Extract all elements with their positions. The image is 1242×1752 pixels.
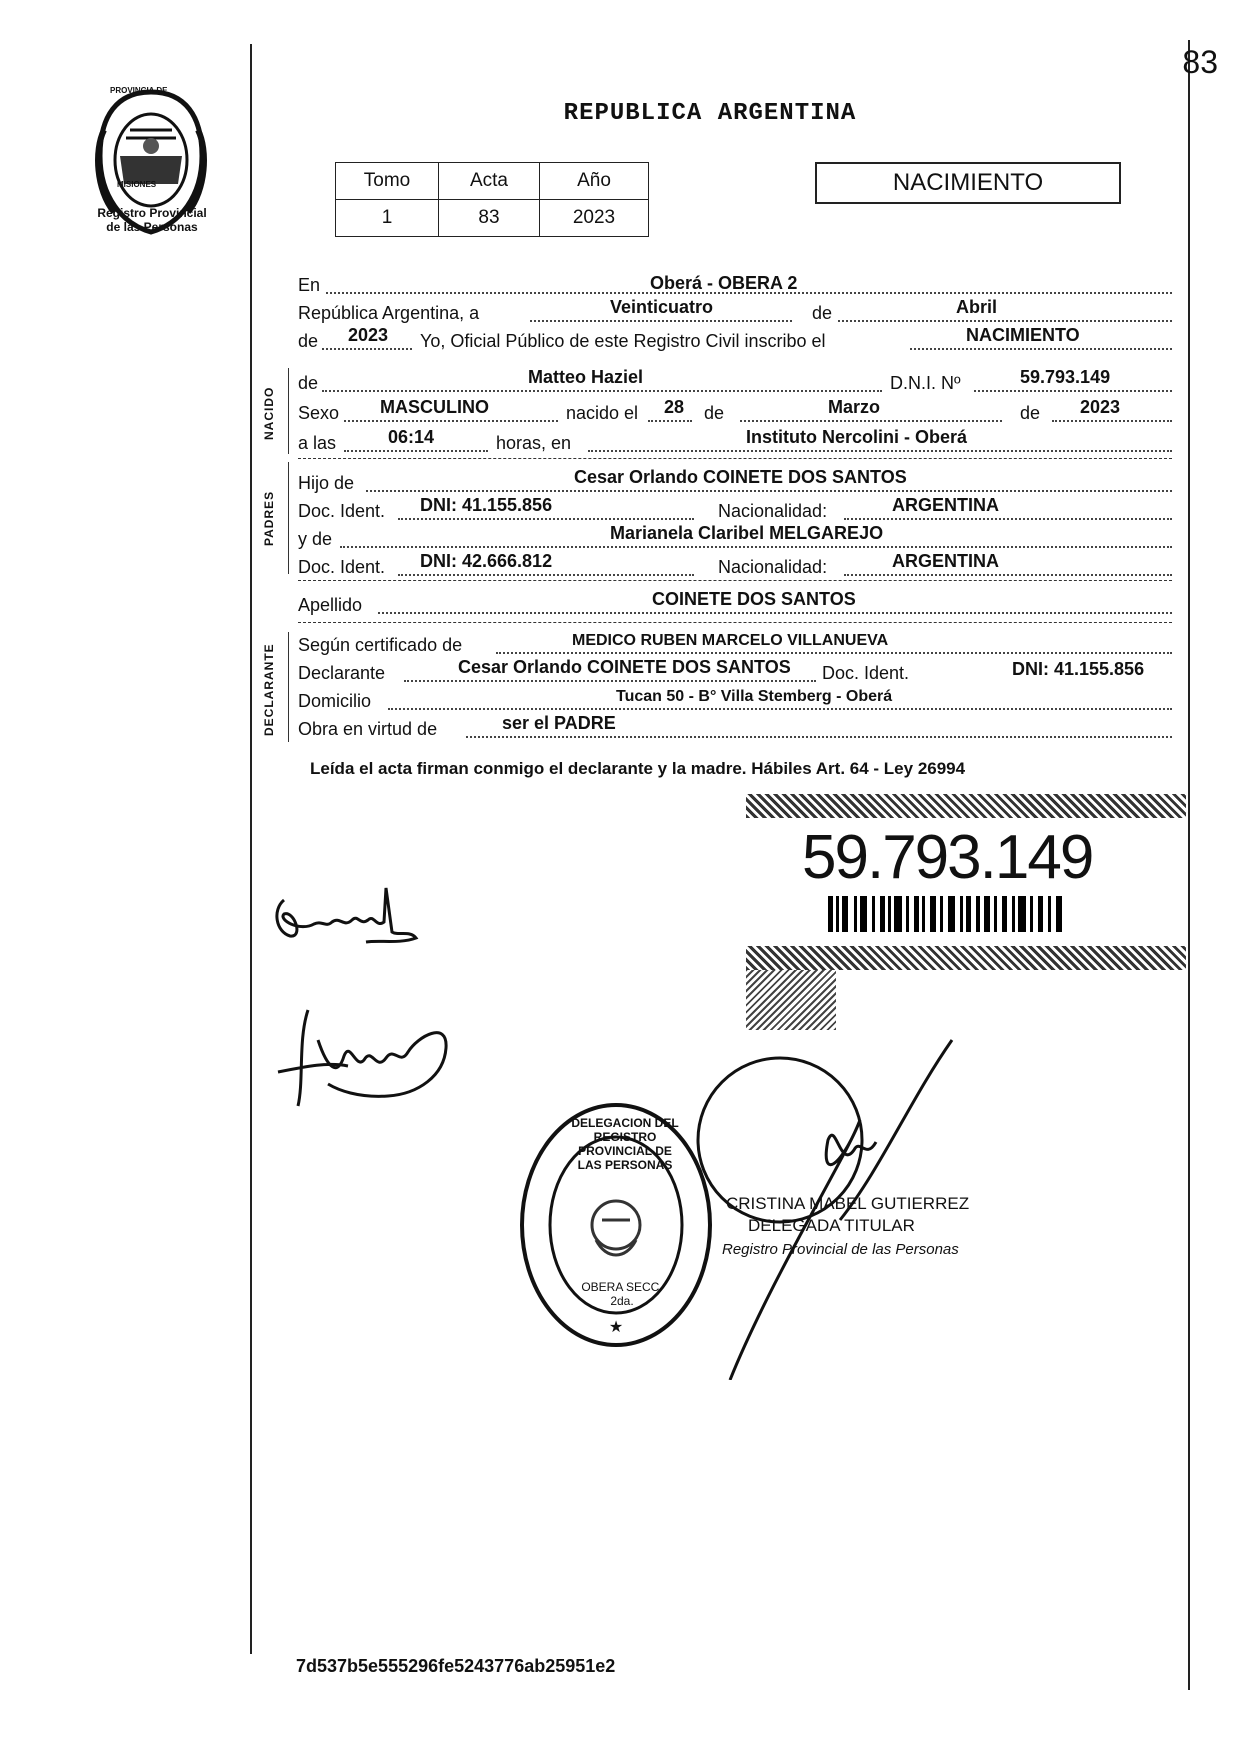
- en-label: En: [298, 275, 321, 295]
- de-year-label: de: [298, 331, 319, 351]
- tomo-value: 1: [336, 200, 439, 237]
- act-type-box: NACIMIENTO: [815, 162, 1121, 204]
- declarante-doc-label: Doc. Ident.: [822, 663, 910, 683]
- mother-nat: ARGENTINA: [892, 551, 999, 571]
- dotted-line: [910, 348, 1172, 350]
- row-father-doc: [298, 496, 1172, 524]
- official-name: CRISTINA MABEL GUTIERREZ: [726, 1194, 970, 1213]
- sexo-value: MASCULINO: [380, 397, 489, 417]
- dotted-line: [398, 518, 694, 520]
- de-name-label: de: [298, 373, 319, 393]
- dotted-line: [378, 612, 1172, 614]
- anio-header: Año: [540, 163, 649, 200]
- left-margin-line: [250, 44, 252, 1654]
- dotted-line: [530, 320, 792, 322]
- inscribe-text: Yo, Oficial Público de este Registro Civil inscribo el: [420, 331, 826, 351]
- section-label-declarante: DECLARANTE: [262, 643, 276, 736]
- time-value: 06:14: [388, 427, 435, 447]
- place-value: Instituto Nercolini - Oberá: [746, 427, 968, 447]
- mother-doc-label: Doc. Ident.: [298, 557, 386, 577]
- domicilio-value: Tucan 50 - B° Villa Stemberg - Oberá: [616, 688, 893, 705]
- barcode: [828, 896, 1068, 932]
- row-domicilio: [298, 686, 1172, 714]
- obra-value: ser el PADRE: [502, 713, 616, 733]
- dotted-line: [844, 574, 1172, 576]
- inscribe-value: NACIMIENTO: [966, 325, 1080, 345]
- document-hash: 7d537b5e555296fe5243776ab25951e2: [296, 1656, 616, 1676]
- registry-label-line2: de las Personas: [106, 220, 198, 234]
- dotted-line: [340, 546, 1172, 548]
- republica-label: República Argentina, a: [298, 303, 480, 323]
- declarante-label: Declarante: [298, 663, 386, 683]
- row-certificado: [298, 630, 1172, 658]
- apellido-label: Apellido: [298, 595, 363, 615]
- year-value: 2023: [348, 325, 389, 345]
- row-en: [298, 270, 1172, 298]
- mother-nat-label: Nacionalidad:: [718, 557, 828, 577]
- row-mother-doc: [298, 552, 1172, 580]
- row-apellido: [298, 590, 1172, 618]
- dotted-line: [404, 680, 816, 682]
- name-value: Matteo Haziel: [528, 367, 644, 387]
- de-birthyear-label: de: [1020, 403, 1041, 423]
- birth-year: 2023: [1080, 397, 1121, 417]
- mother-doc: DNI: 42.666.812: [420, 551, 553, 571]
- logo-top-text: PROVINCIA DE: [110, 86, 168, 95]
- dotted-line: [974, 390, 1172, 392]
- dotted-line: [838, 320, 1172, 322]
- act-table: [335, 162, 649, 237]
- month-value: Abril: [956, 297, 998, 317]
- en-value: Oberá - OBERA 2: [650, 273, 798, 293]
- declarante-doc: DNI: 41.155.856: [1012, 659, 1145, 679]
- dotted-line: [496, 652, 1172, 654]
- obra-label: Obra en virtud de: [298, 719, 438, 739]
- logo-bottom-text: MISIONES: [117, 180, 157, 189]
- section-label-nacido: NACIDO: [262, 386, 276, 440]
- dotted-line: [398, 574, 694, 576]
- security-band: [746, 946, 1186, 970]
- dotted-line: [366, 490, 1172, 492]
- section-separator: [298, 622, 1172, 623]
- registry-label: [72, 206, 232, 234]
- dotted-line: [322, 390, 882, 392]
- section-separator: [298, 580, 1172, 581]
- row-republica: [298, 298, 1172, 326]
- dotted-line: [844, 518, 1172, 520]
- birth-month: Marzo: [828, 397, 881, 417]
- dotted-line: [1052, 420, 1172, 422]
- de-month-label: de: [704, 403, 725, 423]
- row-inscribe: [298, 326, 1172, 354]
- row-mother: [298, 524, 1172, 552]
- security-pattern: [746, 970, 836, 1030]
- declarant-signature: [270, 880, 430, 950]
- row-time: [298, 428, 1172, 456]
- father-doc-label: Doc. Ident.: [298, 501, 386, 521]
- security-band: [746, 794, 1186, 818]
- section-bracket: [288, 462, 289, 574]
- certificado-label: Según certificado de: [298, 635, 463, 655]
- father-value: Cesar Orlando COINETE DOS SANTOS: [574, 467, 907, 487]
- dotted-line: [466, 736, 1172, 738]
- nacido-label: nacido el: [566, 403, 639, 423]
- dotted-line: [322, 348, 412, 350]
- row-name: [298, 368, 1172, 396]
- section-bracket: [288, 368, 289, 454]
- dotted-line: [588, 450, 1172, 452]
- closing-note: Leída el acta firman conmigo el declarante y la madre. Hábiles Art. 64 - Ley 26994: [310, 759, 966, 778]
- row-sexo: [298, 398, 1172, 426]
- mother-signature: [268, 1000, 458, 1110]
- section-separator: [298, 458, 1172, 459]
- tomo-header: Tomo: [336, 163, 439, 200]
- dotted-line: [740, 420, 1002, 422]
- acta-value: 83: [439, 200, 540, 237]
- de-label: de: [812, 303, 833, 323]
- stamp-dni-number: 59.793.149: [802, 823, 1093, 892]
- domicilio-label: Domicilio: [298, 691, 372, 711]
- dotted-line: [648, 420, 692, 422]
- official-office: Registro Provincial de las Personas: [722, 1241, 959, 1258]
- dotted-line: [344, 420, 558, 422]
- certificado-value: MEDICO RUBEN MARCELO VILLANUEVA: [572, 632, 889, 649]
- declarante-value: Cesar Orlando COINETE DOS SANTOS: [458, 657, 791, 677]
- dni-label: D.N.I. Nº: [890, 373, 961, 393]
- father-nat-label: Nacionalidad:: [718, 501, 828, 521]
- row-father: [298, 468, 1172, 496]
- dotted-line: [388, 708, 1172, 710]
- right-margin-line: [1188, 40, 1190, 1690]
- document-title: REPUBLICA ARGENTINA: [563, 100, 857, 127]
- y-de-label: y de: [298, 529, 333, 549]
- row-obra: [298, 714, 1172, 742]
- row-declarante: [298, 658, 1172, 686]
- birth-day: 28: [664, 397, 685, 417]
- a-las-label: a las: [298, 433, 337, 453]
- apellido-value: COINETE DOS SANTOS: [652, 589, 856, 609]
- page-number: 83: [1182, 44, 1218, 80]
- dni-value: 59.793.149: [1020, 367, 1111, 387]
- registry-label-line1: Registro Provincial: [97, 206, 207, 220]
- section-bracket: [288, 632, 289, 742]
- father-nat: ARGENTINA: [892, 495, 999, 515]
- svg-text:★: ★: [608, 1319, 624, 1336]
- hijo-label: Hijo de: [298, 473, 355, 493]
- father-doc: DNI: 41.155.856: [420, 495, 553, 515]
- sexo-label: Sexo: [298, 403, 340, 423]
- acta-header: Acta: [439, 163, 540, 200]
- mother-value: Marianela Claribel MELGAREJO: [610, 523, 884, 543]
- day-value: Veinticuatro: [610, 297, 714, 317]
- seal-inner-text: OBERA SECC. 2da.: [581, 1280, 663, 1308]
- anio-value: 2023: [540, 200, 649, 237]
- horas-label: horas, en: [496, 433, 572, 453]
- official-role: DELEGADA TITULAR: [748, 1216, 915, 1235]
- seal-ring-text: DELEGACION DEL REGISTRO PROVINCIAL DE LAS PERSONAS: [571, 1116, 679, 1172]
- dotted-line: [344, 450, 488, 452]
- section-label-padres: PADRES: [262, 490, 276, 546]
